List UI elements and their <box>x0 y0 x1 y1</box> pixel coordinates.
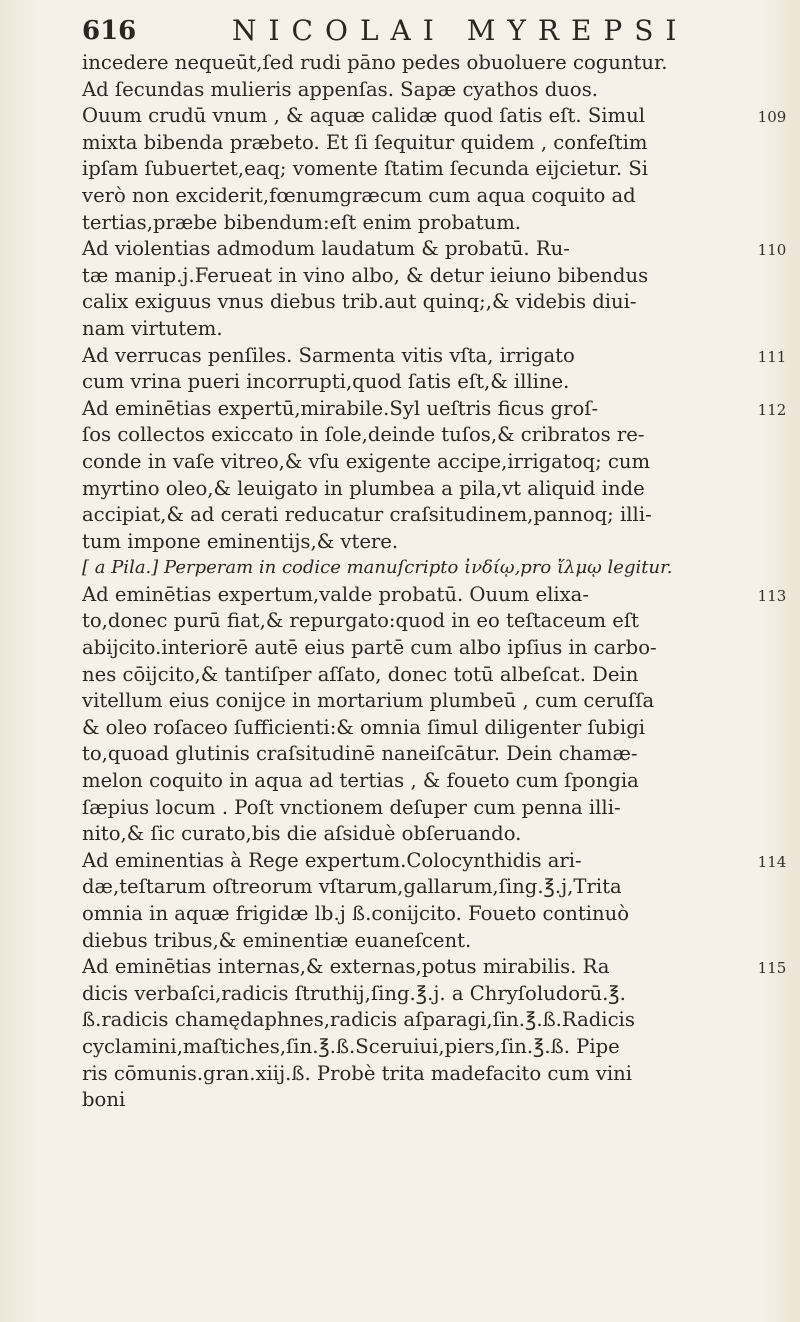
text-line: cyclamini,maſtiches,ſin.℥.ß.Sceruiui,piers,ſin.℥.ß. Pipe <box>82 1034 620 1058</box>
text-line: Ad eminētias expertum,valde probatū. Ouum elixa- <box>82 582 589 606</box>
text-line: ſæpius locum . Poſt vnctionem deſuper cum penna illi- <box>82 795 621 819</box>
text-line: ris cōmunis.gran.xiij.ß. Probè trita madefacito cum vini <box>82 1061 633 1085</box>
text-line: incedere nequeūt,ſed rudi pāno pedes obuoluere coguntur. <box>82 51 668 74</box>
text-line: boni <box>82 1088 126 1112</box>
text-line: ß.radicis chamędaphnes,radicis aſparagi,ſin.℥.ß.Radicis <box>82 1008 635 1032</box>
text-line: to,donec purū fiat,& repurgato:quod in eo teſtaceum eſt <box>82 609 639 633</box>
text-line: abijcito.interiorē autē eius partē cum albo ipſius in carbo- <box>82 636 657 660</box>
text-line: calix exiguus vnus diebus trib.aut quinq;,& videbis diui- <box>82 290 637 314</box>
text-line: accipiat,& ad cerati reducatur craſsitudinem,pannoq; illi- <box>82 503 652 527</box>
text-line: ſos collectos exiccato in ſole,deinde tuſos,& cribratos re- <box>82 423 645 447</box>
page-header <box>82 6 772 50</box>
text-line: tum impone eminentijs,& vtere. <box>82 529 399 553</box>
text-line: conde in vaſe vitreo,& vſu exigente accipe,irrigatoq; cum <box>82 449 651 473</box>
text-line: dæ,teſtarum oſtreorum vſtarum,gallarum,ſing.℥.j,Trita <box>82 875 622 899</box>
text-line: nam virtutem. <box>82 316 223 340</box>
text-line: myrtino oleo,& leuigato in plumbea a pila,vt aliquid inde <box>82 476 645 500</box>
running-title: NICOLAI MYREPSI <box>232 14 689 47</box>
text-line: & oleo roſaceo ſufficienti:& omnia ſimul diligenter ſubigi <box>82 715 646 739</box>
text-line: melon coquito in aqua ad tertias , & foueto cum ſpongia <box>82 769 639 793</box>
text-line: mixta bibenda præbeto. Et ſi ſequitur quidem , confeſtim <box>82 130 648 154</box>
text-line: nito,& ſic curato,bis die aſsiduè obſeruando. <box>82 822 522 846</box>
footnote-line: [ a Pila.] Perperam in codice manuſcripto ἰνδίῳ,pro ἴλμῳ legitur. <box>82 557 673 579</box>
margin-number: 111 <box>757 347 787 366</box>
text-line: dicis verbaſci,radicis ſtruthij,ſing.℥.j. a Chryſoludorū.℥. <box>82 981 626 1005</box>
margin-number: 114 <box>757 853 787 871</box>
text-line: to,quoad glutinis craſsitudinē naneiſcātur. Dein chamæ- <box>82 742 638 766</box>
text-line: tæ manip.j.Ferueat in vino albo, & detur ieiuno bibendus <box>82 263 649 287</box>
text-line: Ad ſecundas mulieris appenſas. Sapæ cyathos duos. <box>82 77 598 101</box>
text-line: Ad eminentias à Rege expertum.Colocynthidis ari- <box>82 848 582 872</box>
page-number: 616 <box>82 16 137 46</box>
margin-number: 112 <box>757 400 787 419</box>
margin-number: 110 <box>757 241 787 260</box>
text-line: diebus tribus,& eminentiæ euaneſcent. <box>82 928 472 952</box>
margin-number: 109 <box>757 108 787 127</box>
text-line: Ad verrucas penſiles. Sarmenta vitis vſta, irrigato <box>82 343 575 367</box>
text-line: nes cōijcito,& tantiſper aſſato, donec totū albeſcat. Dein <box>82 662 639 686</box>
text-line: ipſam ſubuertet,eaq; vomente ſtatim ſecunda eijcietur. Si <box>82 157 649 181</box>
text-line: tertias,præbe bibendum:eſt enim probatum. <box>82 210 522 234</box>
text-line: Ad violentias admodum laudatum & probatū. Ru- <box>82 237 570 261</box>
margin-number: 115 <box>757 959 787 978</box>
text-line: Ouum crudū vnum , & aquæ calidæ quod ſatis eſt. Simul <box>82 104 645 128</box>
text-line: Ad eminētias internas,& externas,potus mirabilis. Ra <box>82 955 610 979</box>
body-text <box>82 50 750 1114</box>
text-line: cum vrina pueri incorrupti,quod ſatis eſt,& illine. <box>82 370 570 394</box>
text-line: Ad eminētias expertū,mirabile.Syl ueſtris ficus groſ- <box>82 396 599 420</box>
text-line: verò non exciderit,fœnumgræcum cum aqua coquito ad <box>82 183 636 207</box>
text-line: vitellum eius conijce in mortarium plumbeū , cum ceruſſa <box>82 689 655 713</box>
margin-number: 113 <box>757 587 787 605</box>
text-line: omnia in aquæ frigidæ lb.j ß.conijcito. Foueto continuò <box>82 902 630 925</box>
